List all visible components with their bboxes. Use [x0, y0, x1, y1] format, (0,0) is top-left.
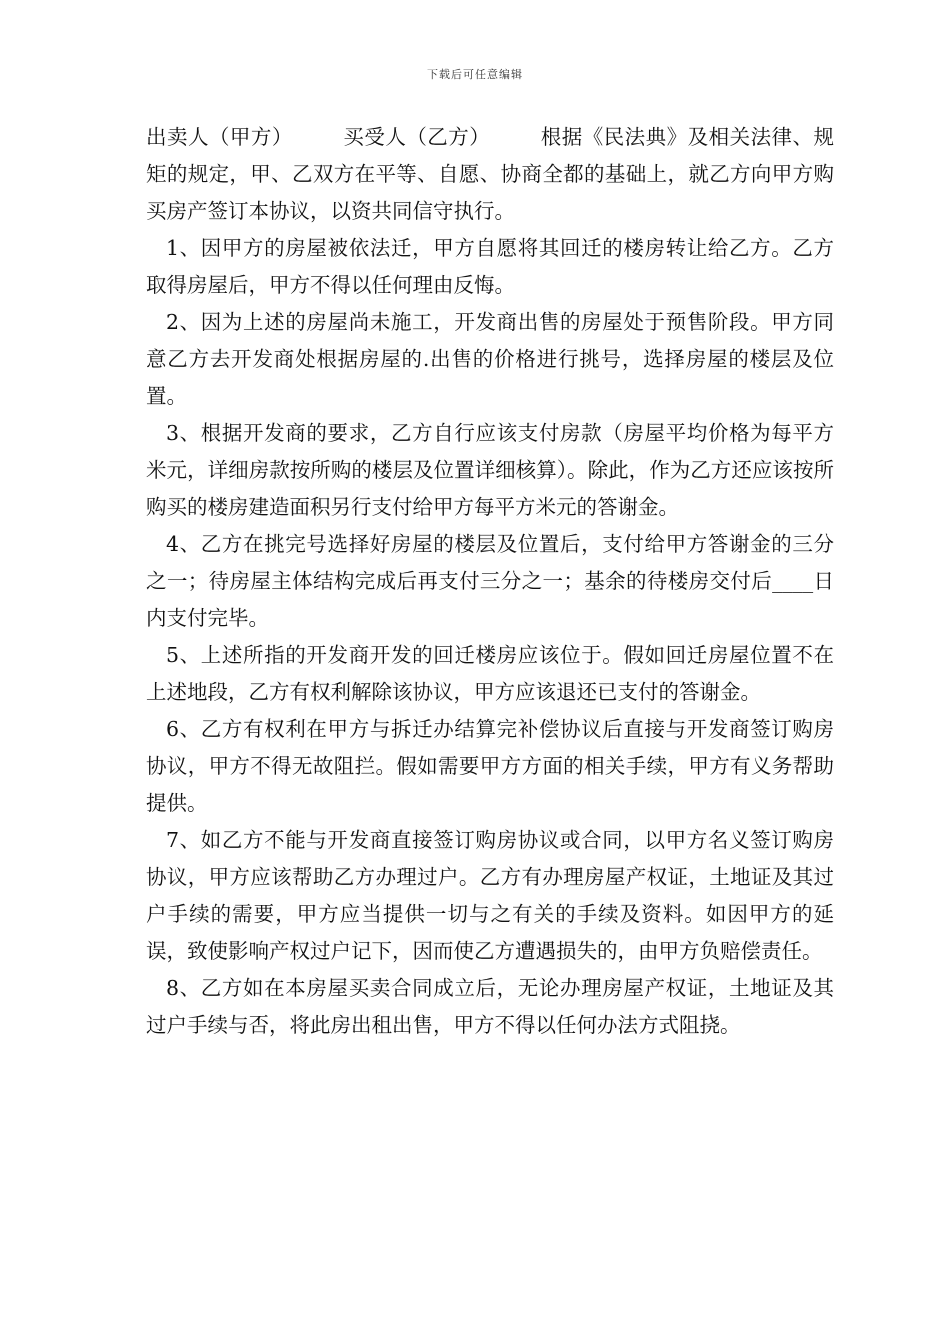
clause-4: 4、乙方在挑完号选择好房屋的楼层及位置后，支付给甲方答谢金的三分之一；待房屋主体结构完成后再支付三分之一；基余的待楼房交付后____日内支付完毕。: [146, 532, 834, 630]
clause-7: 7、如乙方不能与开发商直接签订购房协议或合同，以甲方名义签订购房协议，甲方应该帮助乙方办理过户。乙方有办理房屋产权证，土地证及其过户手续的需要，甲方应当提供一切与之有关的手续及资料。如因甲方的延误，致使影响产权过户记下，因而使乙方遭遇损失的，由甲方负赔偿责任。: [146, 828, 834, 963]
clause-5: 5、上述所指的开发商开发的回迁楼房应该位于。假如回迁房屋位置不在上述地段，乙方有权利解除该协议，甲方应该退还已支付的答谢金。: [146, 643, 834, 704]
page-header: 下载后可任意编辑: [427, 68, 523, 81]
document-body: [146, 119, 834, 1044]
clause-2: 2、因为上述的房屋尚未施工，开发商出售的房屋处于预售阶段。甲方同意乙方去开发商处根据房屋的.出售的价格进行挑号，选择房屋的楼层及位置。: [146, 310, 834, 408]
buyer-label: 买受人（乙方）: [342, 125, 491, 149]
seller-label: 出卖人（甲方）: [146, 125, 293, 149]
intro-text: 根据《民法典》及相关法律、规矩的规定，甲、乙双方在平等、自愿、协商全都的基础上，就乙方向甲方购买房产签订本协议，以资共同信守执行。: [146, 125, 835, 223]
clause-3: 3、根据开发商的要求，乙方自行应该支付房款（房屋平均价格为每平方米元，详细房款按所购的楼层及位置详细核算）。除此，作为乙方还应该按所购买的楼房建造面积另行支付给甲方每平方米元的答谢金。: [146, 421, 834, 519]
clause-6: 6、乙方有权利在甲方与拆迁办结算完补偿协议后直接与开发商签订购房协议，甲方不得无故阻拦。假如需要甲方方面的相关手续，甲方有义务帮助提供。: [146, 717, 834, 815]
clause-1: 1、因甲方的房屋被依法迁，甲方自愿将其回迁的楼房转让给乙方。乙方取得房屋后，甲方不得以任何理由反悔。: [146, 236, 834, 297]
clause-8: 8、乙方如在本房屋买卖合同成立后，无论办理房屋产权证，土地证及其过户手续与否，将此房出租出售，甲方不得以任何办法方式阻挠。: [146, 976, 834, 1037]
intro-paragraph: [146, 119, 834, 230]
